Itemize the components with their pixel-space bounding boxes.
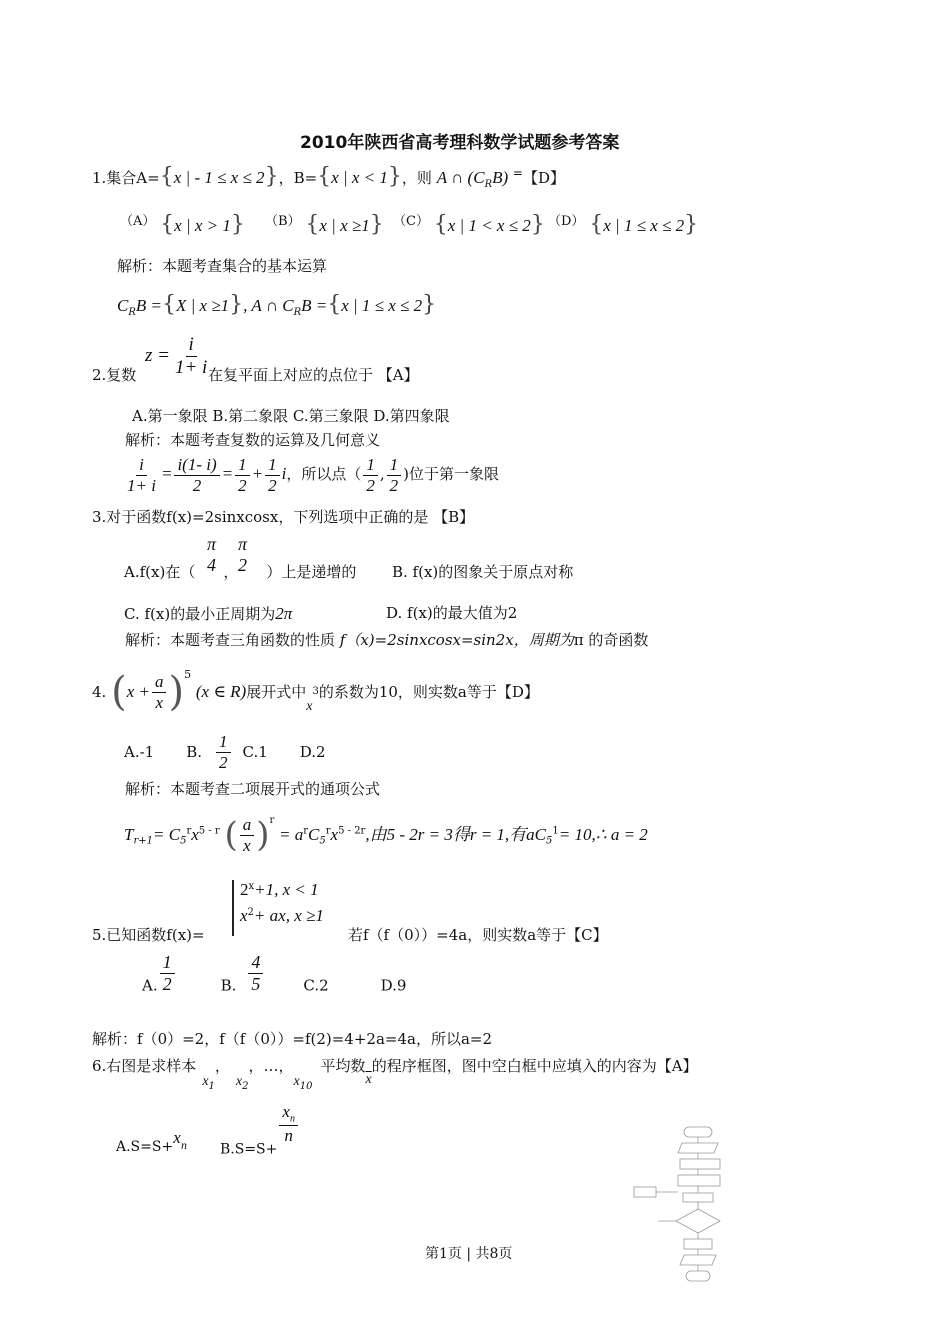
q1-solution: $C_RB =\{X$ | x ≥1}, A ∩ $C_RB =\{x$ | 1 ≤ x ≤ 2} xyxy=(117,292,437,318)
q2-solution: $\frac{i}{1+ i}$ = $\frac{i(1- i)}{2}$ = $\frac{1}{2}$ + $\frac{1}{2}$ i，所以点（ $\frac{1}{2}$ , $\frac{1}{2}$ )位于第一象限 xyxy=(127,455,499,495)
q3-option-d: D. f(x)的最大值为2 xyxy=(386,604,518,622)
q1-option-a: （A） {x | x > 1} xyxy=(120,212,245,237)
q1-set-a: x | - 1 ≤ x ≤ 2 xyxy=(173,168,265,187)
q2-options: A.第一象限 B.第二象限 C.第三象限 D.第四象限 xyxy=(132,407,450,425)
q1-comma: ，B= xyxy=(278,169,318,187)
q1-stem: 1.集合A= xyxy=(92,169,160,187)
fc-end xyxy=(686,1271,710,1281)
fc-decision xyxy=(676,1209,720,1233)
q1-analysis: 解析：本题考查集合的基本运算 xyxy=(117,257,328,275)
fc-side-box xyxy=(634,1187,656,1197)
q3-option-b: B. f(x)的图象关于原点对称 xyxy=(392,563,574,581)
q1-option-c: （C） {x | 1 < x ≤ 2} xyxy=(393,212,545,237)
q3-stem: 3.对于函数f(x)=2sinxcosx，下列选项中正确的是 【B】 xyxy=(92,508,475,526)
q3-option-a-text: A.f(x)在（ ， ）上是递增的 xyxy=(124,563,357,581)
q5-piecewise: $2^x+1$, x < 1 $x^2+$ ax, x ≥1 xyxy=(232,880,324,936)
q1-option-b: （B） {x | x ≥1} xyxy=(265,212,384,237)
q2-analysis: 解析：本题考查复数的运算及几何意义 xyxy=(125,431,381,449)
q1-set-b: x | x < 1 xyxy=(331,168,388,187)
q2-z-formula: z = $\frac{i}{1+ i}$ xyxy=(145,334,208,378)
fc-blank-box xyxy=(678,1175,720,1186)
q2-tail: 在复平面上对应的点位于 【A】 xyxy=(208,366,419,384)
q2-stem: 2.复数 xyxy=(92,366,137,384)
q1-then: ，则 xyxy=(401,169,432,187)
q5-tail: 若f（f（0））=4a，则实数a等于【C】 xyxy=(348,926,608,944)
page-title: 2010年陕西省高考理科数学试题参考答案 xyxy=(300,133,620,153)
q6-option-a: $A.S=S+x^n$ xyxy=(116,1128,188,1155)
q4-solution: $T_{r+1}= C_5^rx^{5 - r}$ ( $\frac{a}{x}$ )$^r = a^rC_5^rx^{5 - 2r}$,由5 - 2r = 3得r = 1,有$aC_5^1=$ 10,∴ a = 2 xyxy=(124,815,648,855)
q3-analysis: 解析：本题考查三角函数的性质 f（x)=2sinxcosx=sin2x，周期为π 的奇函数 xyxy=(125,631,649,649)
flowchart-image xyxy=(628,1125,728,1287)
q1-option-d: （D） {x | 1 ≤ x ≤ 2} xyxy=(548,212,699,237)
q1-answer: 【D】 xyxy=(522,169,566,187)
question-1: 1.集合A={x | - 1 ≤ x ≤ 2}，B={x | x < 1}，则 A ∩ $(C_RB)$ =【D】 xyxy=(92,164,566,190)
question-4: 4. (x + $\frac{a}{x}$ )$^5$ (x ∈ R)展开式中x3的系数为10，则实数a等于【D】 xyxy=(92,668,539,715)
fc-calc xyxy=(684,1239,712,1249)
q1-expr: A ∩ (C xyxy=(436,168,485,187)
q3-option-c: C. f(x)的最小正周期为2π xyxy=(124,604,293,623)
q5-options: A. $\frac{1}{2}$ B. $\frac{4}{5}$ C.2 D.9 xyxy=(142,952,407,995)
fc-step xyxy=(683,1193,713,1202)
q6-stem: 6.右图是求样本$x_1$，$x_2$，…，$x_{10}$平均数$\overline{x}$的程序框图，图中空白框中应填入的内容为【A】 xyxy=(92,1057,698,1092)
q5-stem: 5.已知函数f(x)= xyxy=(92,926,205,944)
q5-analysis: 解析：f（0）=2，f（f（0））=f(2)=4+2a=4a，所以a=2 xyxy=(92,1030,493,1048)
q4-analysis: 解析：本题考查二项展开式的通项公式 xyxy=(125,780,381,798)
fc-input xyxy=(678,1143,718,1153)
fc-init xyxy=(680,1159,720,1169)
fc-output xyxy=(680,1255,716,1265)
page-footer: 第1页 | 共8页 xyxy=(425,1246,513,1262)
q6-option-b: B.S=S+ $\frac{x_n}{n}$ xyxy=(220,1102,300,1159)
fc-start xyxy=(684,1127,712,1137)
q3-option-a: π 4 π 2 xyxy=(207,534,248,575)
q4-options: A.-1 B. $\frac{1}{2}$ C.1 D.2 xyxy=(124,732,326,772)
